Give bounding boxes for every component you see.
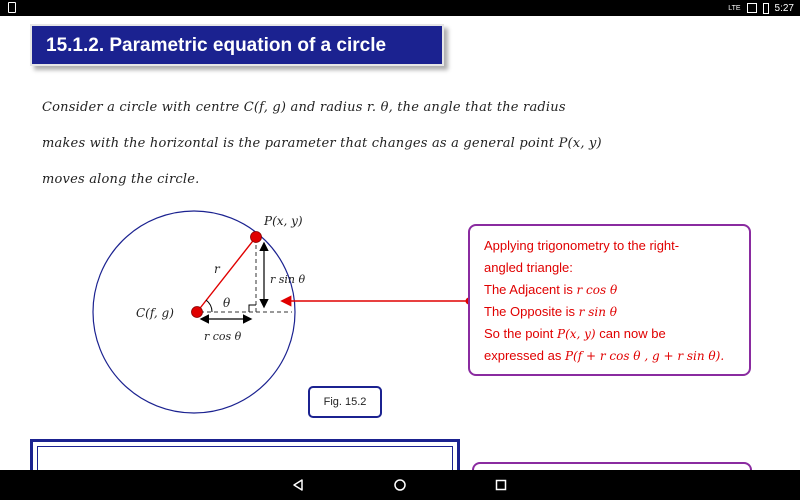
vertical-length-label: r sin θ — [270, 273, 306, 286]
point-p-label: P(x, y) — [264, 214, 303, 228]
clock: 5:27 — [774, 2, 794, 14]
paragraph-line-3: moves along the circle. — [42, 172, 200, 187]
explanation-line-6 — [484, 348, 724, 363]
lte-indicator: LTE — [728, 4, 741, 12]
angle-label: θ — [223, 296, 231, 310]
point-p-dot — [251, 232, 262, 243]
home-circle-icon — [393, 478, 407, 492]
point-text: So the point — [484, 326, 557, 341]
explanation-line-4 — [484, 304, 617, 319]
adjacent-text: The Adjacent is — [484, 282, 577, 297]
explanation-line-1: Applying trigonometry to the right- — [484, 238, 680, 253]
back-button[interactable] — [278, 470, 318, 500]
horizontal-length-label: r cos θ — [204, 330, 242, 343]
explanation-line-5 — [484, 326, 666, 341]
back-triangle-icon — [291, 478, 305, 492]
recents-button[interactable] — [481, 470, 521, 500]
adjacent-math: r cos θ — [576, 283, 618, 297]
recents-square-icon — [494, 478, 508, 492]
explanation-box — [468, 224, 751, 376]
battery-icon — [763, 3, 769, 14]
signal-icon — [747, 3, 757, 13]
expressed-math: P(f + r cos θ , g + r sin θ). — [564, 349, 725, 363]
expressed-text: expressed as — [484, 348, 565, 363]
explanation-line-2: angled triangle: — [484, 260, 573, 275]
center-label: C(f, g) — [136, 306, 174, 320]
angle-arc — [206, 300, 212, 312]
paragraph-line-1: Consider a circle with centre C(f, g) and radius r. θ, the angle that the radius — [42, 100, 566, 115]
page-content — [0, 16, 800, 470]
center-dot — [192, 307, 203, 318]
navigation-bar — [0, 470, 800, 500]
point-tail: can now be — [595, 326, 666, 341]
figure-label: Fig. 15.2 — [308, 386, 382, 418]
right-angle-marker — [249, 305, 256, 312]
home-button[interactable] — [380, 470, 420, 500]
paragraph-line-2: makes with the horizontal is the parameter that changes as a general point P(x, y) — [42, 136, 602, 151]
opposite-text: The Opposite is — [484, 304, 579, 319]
status-bar — [0, 0, 800, 16]
point-math: P(x, y) — [557, 327, 596, 341]
opposite-math: r sin θ — [578, 305, 617, 319]
section-title: 15.1.2. Parametric equation of a circle — [46, 35, 387, 56]
radius-label: r — [214, 262, 220, 276]
explanation-line-3 — [484, 282, 617, 297]
sd-card-icon — [8, 2, 16, 13]
status-indicators — [728, 0, 794, 16]
